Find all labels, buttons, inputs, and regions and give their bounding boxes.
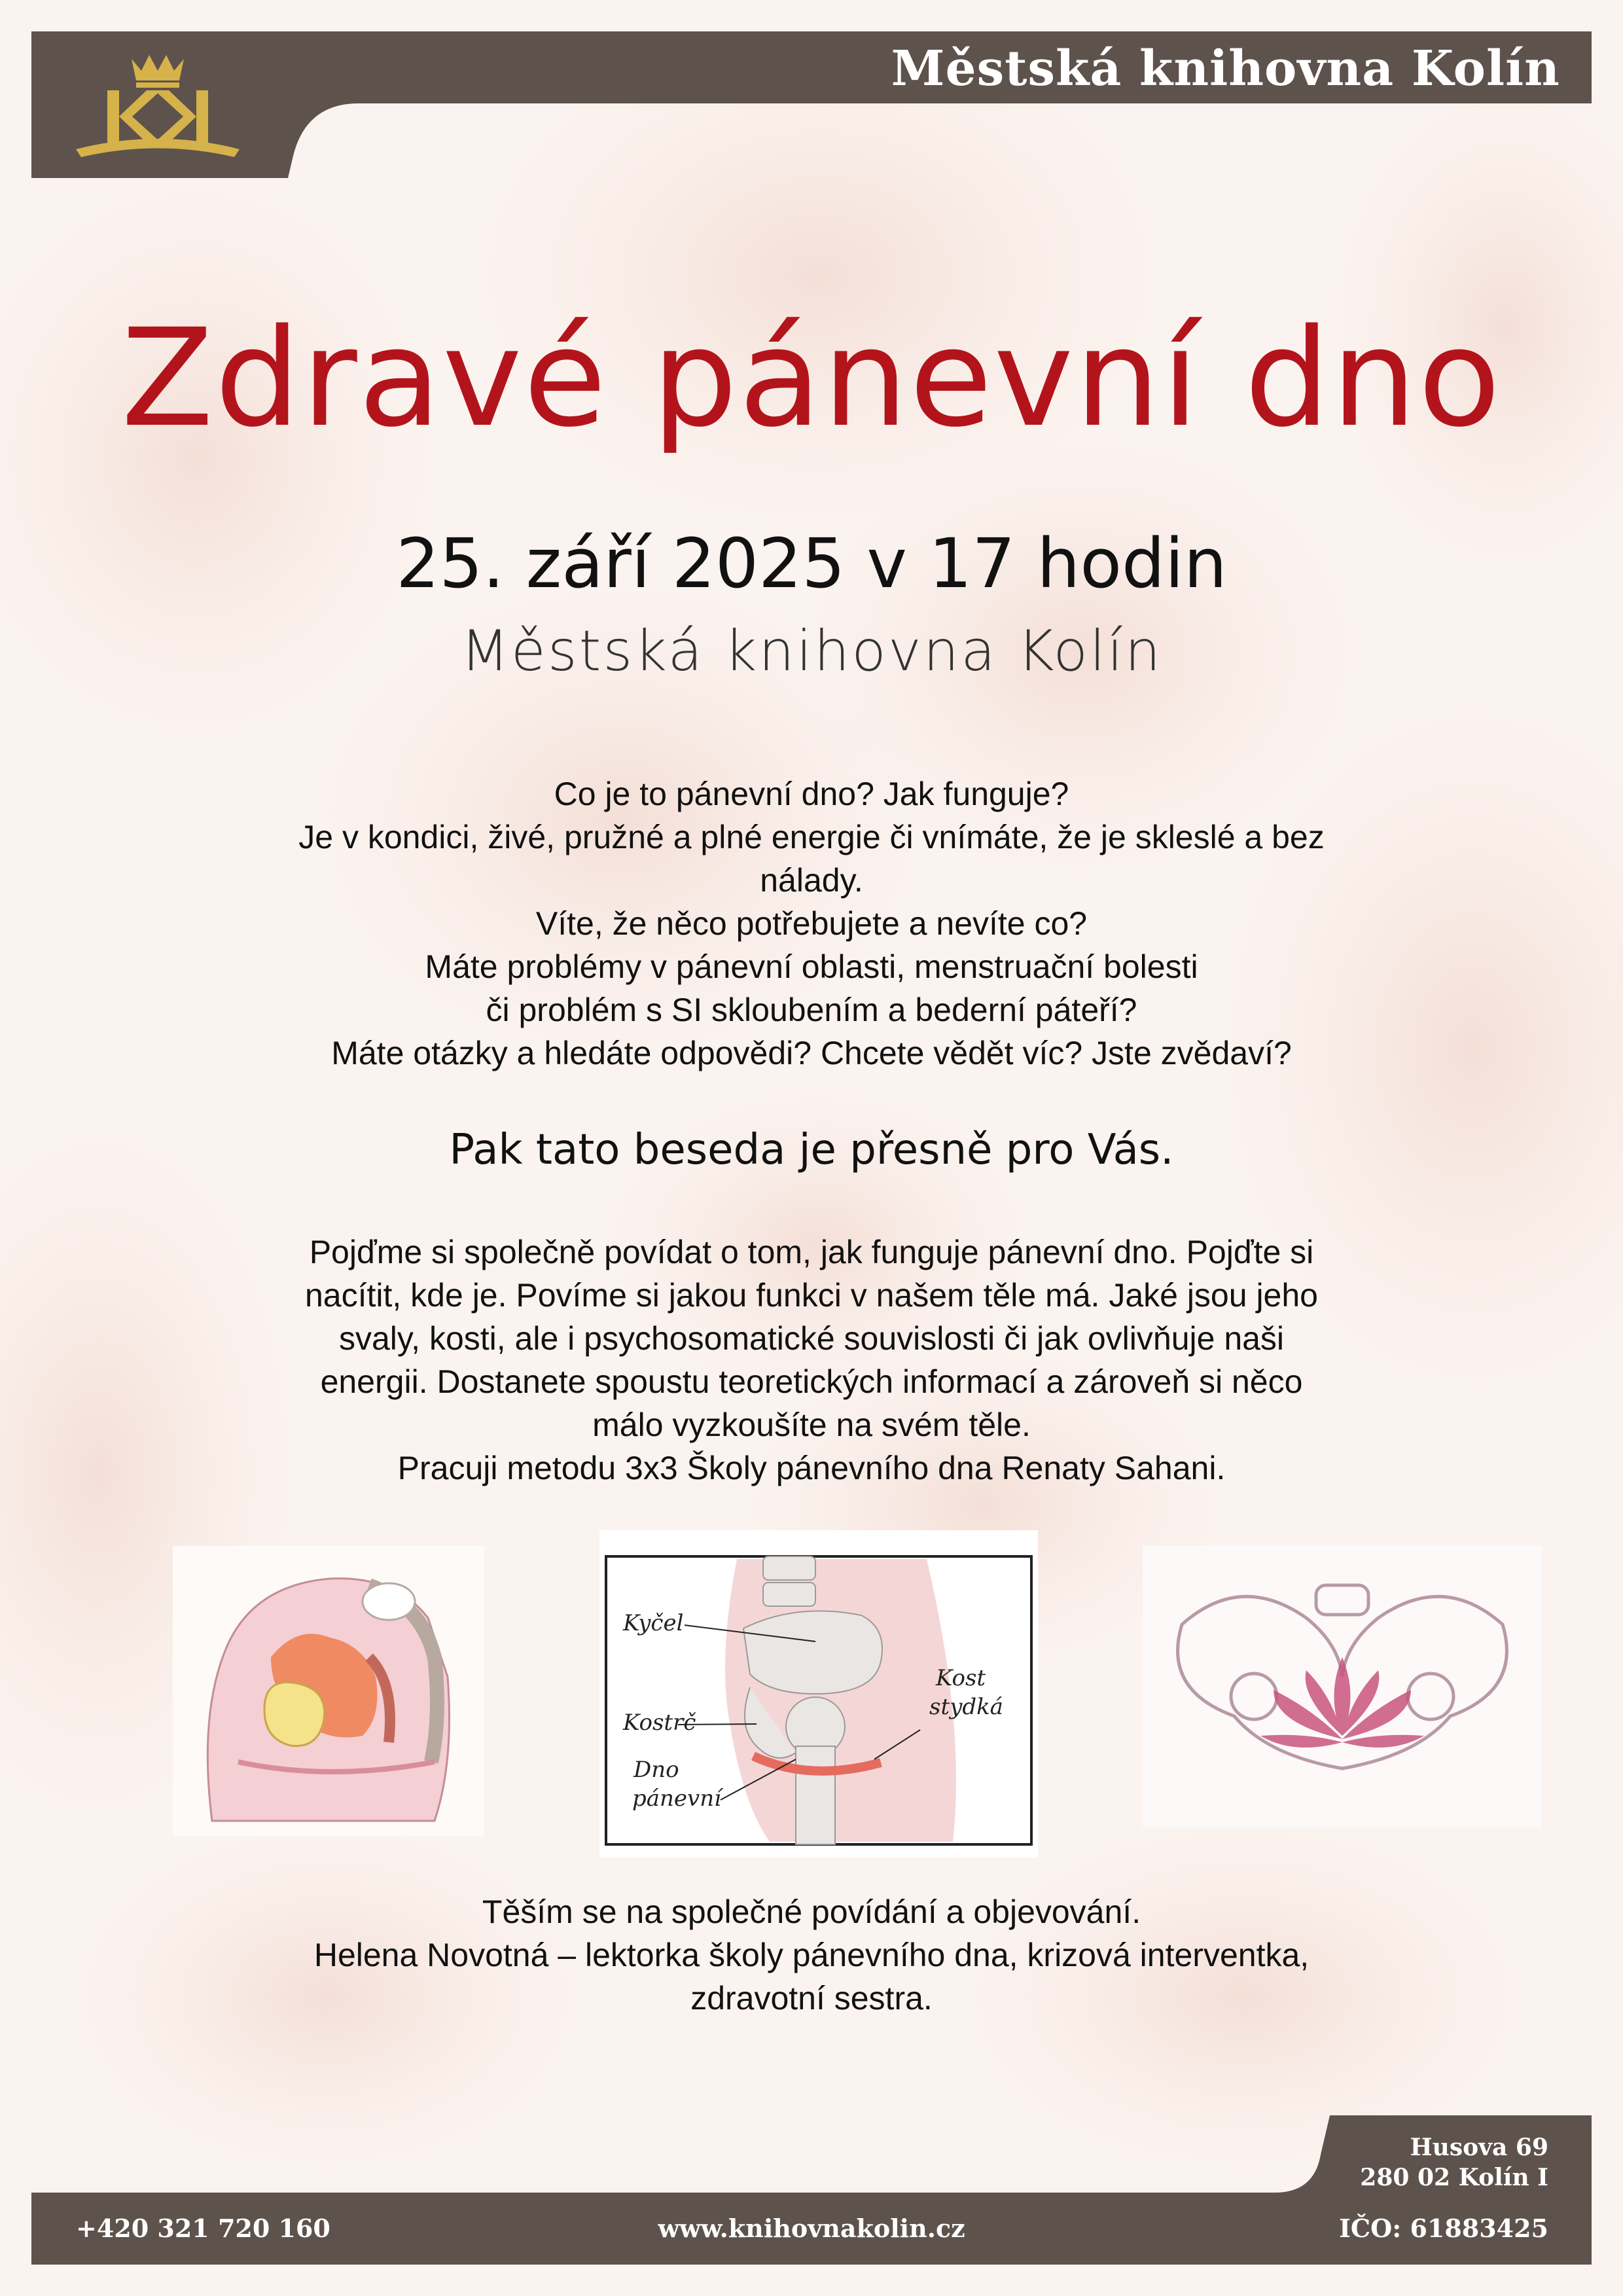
description-line: málo vyzkoušíte na svém těle.: [592, 1407, 1031, 1443]
pelvis-lotus-illustration: [1143, 1546, 1542, 1827]
description-line: svaly, kosti, ale i psychosomatické souvislosti či jak ovlivňuje naši: [338, 1320, 1285, 1357]
event-date: 25. září 2025 v 17 hodin: [396, 524, 1227, 603]
intro-line: nálady.: [760, 862, 863, 899]
pelvic-organs-illustration: [173, 1546, 484, 1837]
pelvic-floor-diagram: [599, 1530, 1038, 1857]
description-line: Pojďme si společně povídat o tom, jak funguje pánevní dno. Pojďte si: [309, 1234, 1314, 1270]
closing-text: [170, 1890, 1453, 2020]
footer-website: www.knihovnakolin.cz: [658, 2214, 965, 2243]
header-library-name: Městská knihovna Kolín: [891, 41, 1560, 97]
crowned-kk-logo-icon: [69, 51, 246, 162]
address-city: 280 02 Kolín I: [1360, 2164, 1548, 2191]
label-kycel: Kyčel: [623, 1610, 684, 1636]
intro-line: Je v kondici, živé, pružné a plné energie či vnímáte, že je skleslé a bez: [298, 819, 1325, 855]
footer-ico: IČO: 61883425: [1339, 2214, 1548, 2243]
address-street: Husova 69: [1410, 2134, 1548, 2161]
event-title: Zdravé pánevní dno: [121, 300, 1502, 457]
description-line: energii. Dostanete spoustu teoretických informací a zároveň si něco: [320, 1363, 1303, 1400]
footer-address: [1360, 2132, 1548, 2193]
label-dno-line1: Dno: [633, 1757, 679, 1783]
intro-line: Co je to pánevní dno? Jak funguje?: [554, 776, 1069, 812]
description-line: nacítit, kde je. Povíme si jakou funkci v našem těle má. Jaké jsou jeho: [305, 1277, 1318, 1314]
intro-line: Máte problémy v pánevní oblasti, menstruační bolesti: [425, 948, 1198, 985]
footer-phone: +420 321 720 160: [76, 2214, 330, 2243]
description-line: Pracuji metodu 3x3 Školy pánevního dna Renaty Sahani.: [397, 1450, 1226, 1486]
tagline: Pak tato beseda je přesně pro Vás.: [449, 1126, 1174, 1174]
intro-line: či problém s SI skloubením a bederní páteří?: [486, 992, 1137, 1028]
description-text: [190, 1230, 1433, 1490]
label-kost-line2: stydká: [929, 1694, 1003, 1720]
event-venue: Městská knihovna Kolín: [460, 619, 1163, 684]
intro-text: [170, 772, 1453, 1075]
closing-line: Helena Novotná – lektorka školy pánevního dna, krizová interventka,: [313, 1937, 1310, 1973]
intro-line: Máte otázky a hledáte odpovědi? Chcete vědět víc? Jste zvědaví?: [331, 1035, 1292, 1071]
label-kost-line1: Kost: [936, 1665, 986, 1691]
closing-line: zdravotní sestra.: [690, 1980, 933, 2017]
closing-line: Těším se na společné povídání a objevování.: [482, 1893, 1141, 1930]
label-kostrc: Kostrč: [623, 1710, 696, 1736]
label-dno-line2: pánevní: [632, 1785, 722, 1812]
intro-line: Víte, že něco potřebujete a nevíte co?: [535, 905, 1088, 942]
